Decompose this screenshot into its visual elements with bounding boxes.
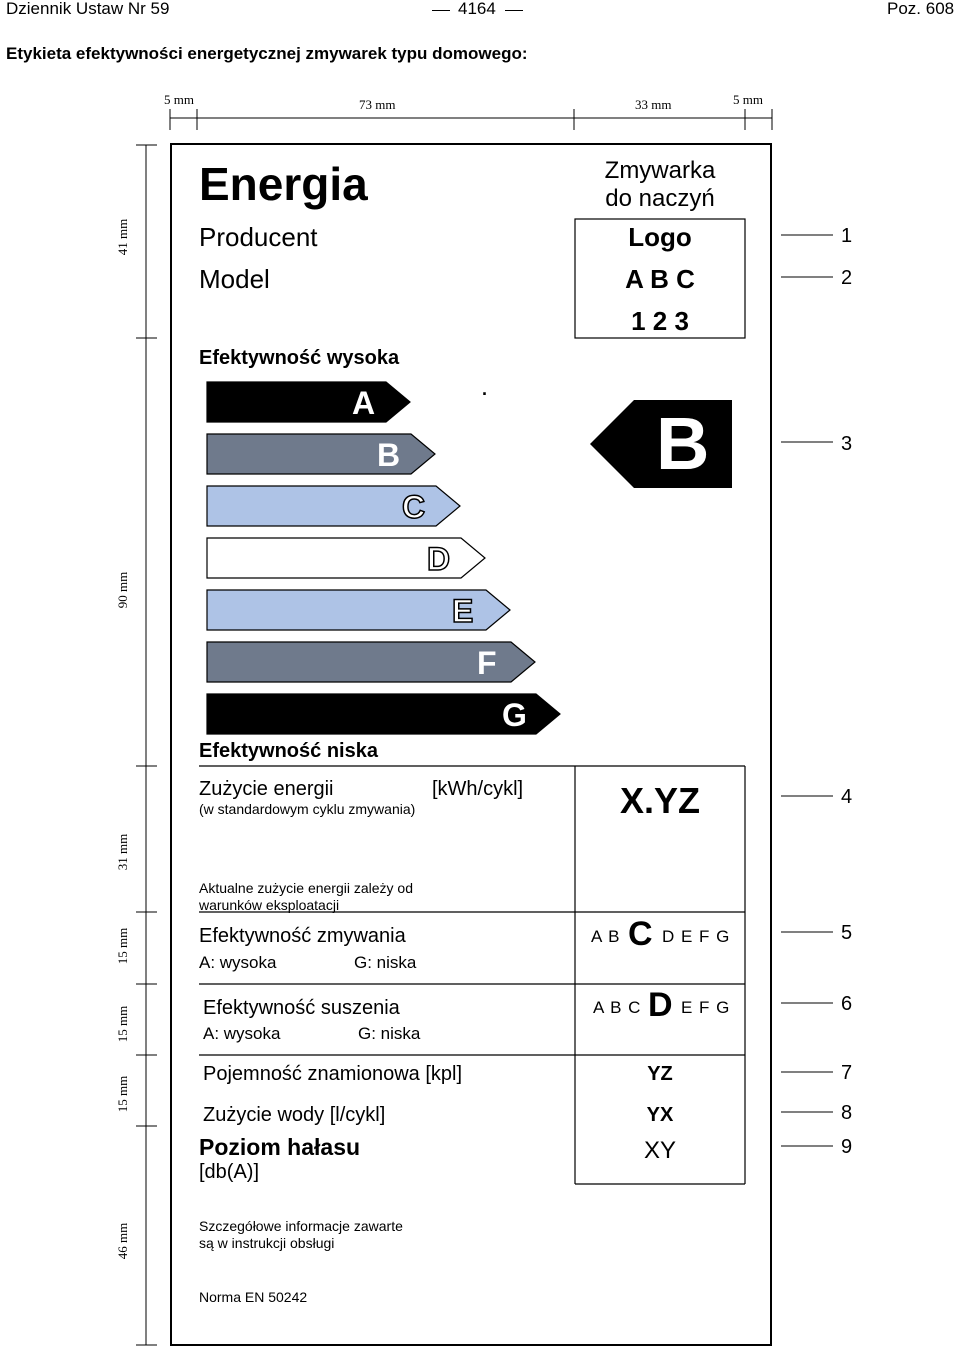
standard-note: Norma EN 50242	[199, 1289, 308, 1305]
consumption-unit: [kWh/cykl]	[432, 778, 524, 800]
water-value: YX	[646, 1104, 674, 1126]
class-arrow-b	[207, 434, 435, 474]
actual-consumption-line1: Aktualne zużycie energii zależy od	[199, 880, 414, 896]
washing-class: C	[628, 915, 653, 953]
dim-top-4: 5 mm	[733, 92, 763, 107]
model-label: Model	[199, 264, 270, 294]
consumption-value: X.YZ	[619, 780, 700, 821]
drying-scale-low: G: niska	[358, 1024, 421, 1043]
dim-left-2: 90 mm	[115, 571, 130, 609]
drying-class-prefix: A B C	[593, 998, 642, 1017]
callout-6: 6	[841, 993, 853, 1015]
efficiency-high-label: Efektywność wysoka	[199, 347, 400, 369]
dim-top-1: 5 mm	[164, 92, 194, 107]
callout-5: 5	[841, 922, 853, 944]
appliance-type-line2: do naczyń	[605, 185, 715, 212]
model-value-2: 1 2 3	[631, 306, 689, 336]
capacity-value: YZ	[647, 1063, 673, 1085]
dim-left-3: 31 mm	[115, 833, 130, 871]
callout-8: 8	[841, 1102, 853, 1124]
producer-logo: Logo	[628, 222, 692, 252]
water-label: Zużycie wody [l/cykl]	[203, 1104, 386, 1126]
washing-scale-low: G: niska	[354, 953, 417, 972]
class-letter-g: G	[502, 697, 527, 733]
class-letter-d: D	[427, 541, 451, 577]
noise-unit: [db(A)]	[199, 1161, 260, 1183]
energy-title: Energia	[199, 158, 368, 210]
drying-label: Efektywność suszenia	[203, 997, 400, 1019]
washing-scale-high: A: wysoka	[199, 953, 277, 972]
dim-top-3: 33 mm	[635, 97, 672, 112]
document-title: Etykieta efektywności energetycznej zmywarek typu domowego:	[6, 44, 528, 63]
dim-left-1: 41 mm	[115, 218, 130, 256]
actual-consumption-line2: warunków eksploatacji	[199, 897, 340, 913]
drying-scale-high: A: wysoka	[203, 1024, 281, 1043]
callout-9: 9	[841, 1136, 853, 1158]
class-letter-e: E	[452, 593, 474, 629]
class-letter-b: B	[377, 437, 401, 473]
capacity-label: Pojemność znamionowa [kpl]	[203, 1063, 463, 1085]
class-letter-a: A	[352, 385, 376, 421]
consumption-label: Zużycie energii	[199, 778, 334, 800]
callout-4: 4	[841, 786, 853, 808]
dim-left-5: 15 mm	[115, 1005, 130, 1043]
model-value-1: A B C	[625, 264, 695, 294]
washing-label: Efektywność zmywania	[199, 925, 406, 947]
callout-1: 1	[841, 225, 853, 247]
rating-dot: .	[482, 379, 488, 399]
callout-7: 7	[841, 1062, 853, 1084]
noise-label: Poziom hałasu	[199, 1134, 361, 1160]
info-line2: są w instrukcji obsługi	[199, 1235, 335, 1251]
noise-value: XY	[643, 1137, 676, 1164]
washing-class-suffix: D E F G	[662, 927, 731, 946]
journal-name: Dziennik Ustaw Nr 59	[6, 0, 170, 18]
rating-letter: B	[656, 402, 710, 485]
drying-class-suffix: E F G	[681, 998, 731, 1017]
class-letter-c: C	[402, 489, 426, 525]
dim-left-6: 15 mm	[115, 1075, 130, 1113]
dim-left-7: 46 mm	[115, 1222, 130, 1260]
dim-left-4: 15 mm	[115, 927, 130, 965]
position-number: Poz. 608	[887, 0, 955, 18]
washing-class-prefix: A B	[591, 927, 621, 946]
consumption-note: (w standardowym cyklu zmywania)	[199, 801, 416, 817]
class-letter-f: F	[477, 645, 497, 681]
page-number: 4164	[458, 0, 496, 18]
callout-3: 3	[841, 433, 853, 455]
efficiency-low-label: Efektywność niska	[199, 740, 378, 762]
producer-label: Producent	[199, 222, 318, 252]
drying-class: D	[648, 986, 673, 1024]
dim-top-2: 73 mm	[359, 97, 396, 112]
callout-2: 2	[841, 267, 853, 289]
info-line1: Szczegółowe informacje zawarte	[199, 1218, 403, 1234]
class-arrow-a	[207, 382, 410, 422]
appliance-type-line1: Zmywarka	[604, 157, 716, 184]
